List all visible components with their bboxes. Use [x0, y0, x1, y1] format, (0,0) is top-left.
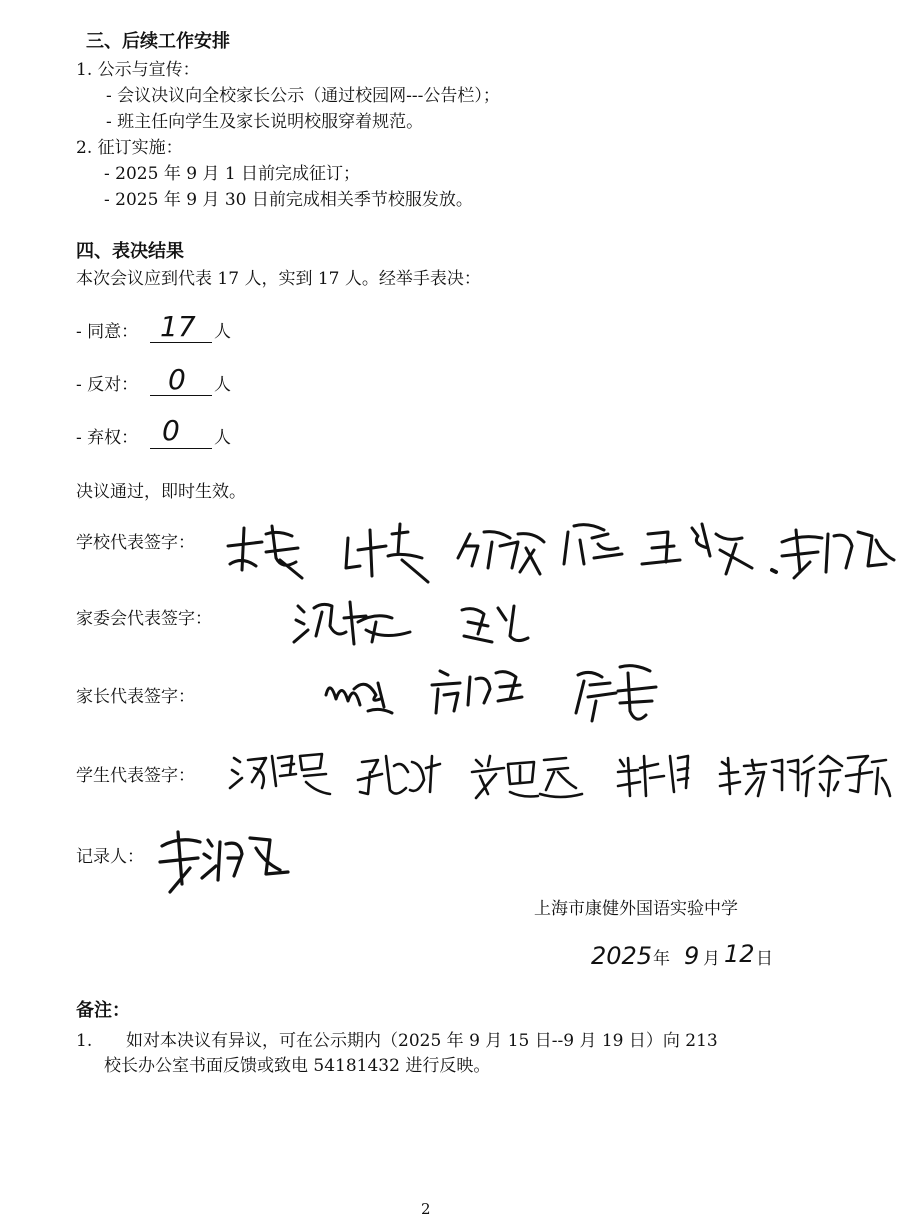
student-signature-label: 学生代表签字：	[76, 766, 195, 786]
school-signature-label: 学校代表签字：	[76, 533, 195, 553]
section4-heading: 四、表决结果	[76, 241, 184, 262]
notes-line-1: 如对本决议有异议，可在公示期内（2025 年 9 月 15 日--9 月 19 日）向 213	[126, 1031, 718, 1051]
school-name: 上海市康健外国语实验中学	[534, 899, 738, 919]
school-representative-signatures	[222, 512, 900, 584]
vote-against-label: - 反对：	[76, 375, 139, 395]
vote-agree-value: 17	[160, 310, 196, 343]
vote-agree-unit: 人	[214, 322, 231, 342]
date-day-unit: 日	[756, 949, 773, 969]
section3-item2-title: 2. 征订实施：	[76, 138, 183, 158]
page-number: 2	[421, 1200, 431, 1218]
section3-item1-title: 1. 公示与宣传：	[76, 60, 200, 80]
section3-heading: 三、后续工作安排	[86, 31, 230, 52]
date-month-unit: 月	[703, 949, 720, 969]
vote-agree-label: - 同意：	[76, 322, 139, 342]
section3-item1-bullet: - 会议决议向全校家长公示（通过校园网---公告栏）；	[106, 86, 500, 106]
vote-abstain-value: 0	[162, 414, 180, 447]
date-year: 2025	[591, 942, 653, 970]
section3-item1-bullet: - 班主任向学生及家长说明校服穿着规范。	[106, 112, 424, 132]
notes-title: 备注：	[76, 1000, 130, 1021]
section3-item2-bullet: - 2025 年 9 月 1 日前完成征订；	[104, 164, 361, 184]
notes-line-2: 校长办公室书面反馈或致电 54181432 进行反映。	[104, 1056, 491, 1076]
vote-abstain-label: - 弃权：	[76, 428, 139, 448]
vote-against-value: 0	[168, 363, 186, 396]
notes-number: 1.	[76, 1031, 93, 1051]
recorder-signature	[148, 822, 298, 898]
section4-intro: 本次会议应到代表 17 人，实到 17 人。经举手表决：	[76, 269, 481, 289]
student-representative-signatures	[226, 742, 890, 806]
recorder-label: 记录人：	[76, 847, 144, 867]
vote-abstain-unit: 人	[214, 428, 231, 448]
committee-signature-label: 家委会代表签字：	[76, 609, 212, 629]
date-day: 12	[724, 940, 755, 968]
date-month: 9	[684, 942, 700, 970]
vote-abstain-underline	[150, 448, 212, 449]
vote-conclusion: 决议通过，即时生效。	[76, 482, 246, 502]
vote-against-unit: 人	[214, 375, 231, 395]
committee-representative-signatures	[292, 592, 542, 648]
parent-representative-signatures	[320, 655, 670, 733]
parent-signature-label: 家长代表签字：	[76, 687, 195, 707]
section3-item2-bullet: - 2025 年 9 月 30 日前完成相关季节校服发放。	[104, 190, 473, 210]
date-year-unit: 年	[653, 949, 670, 969]
